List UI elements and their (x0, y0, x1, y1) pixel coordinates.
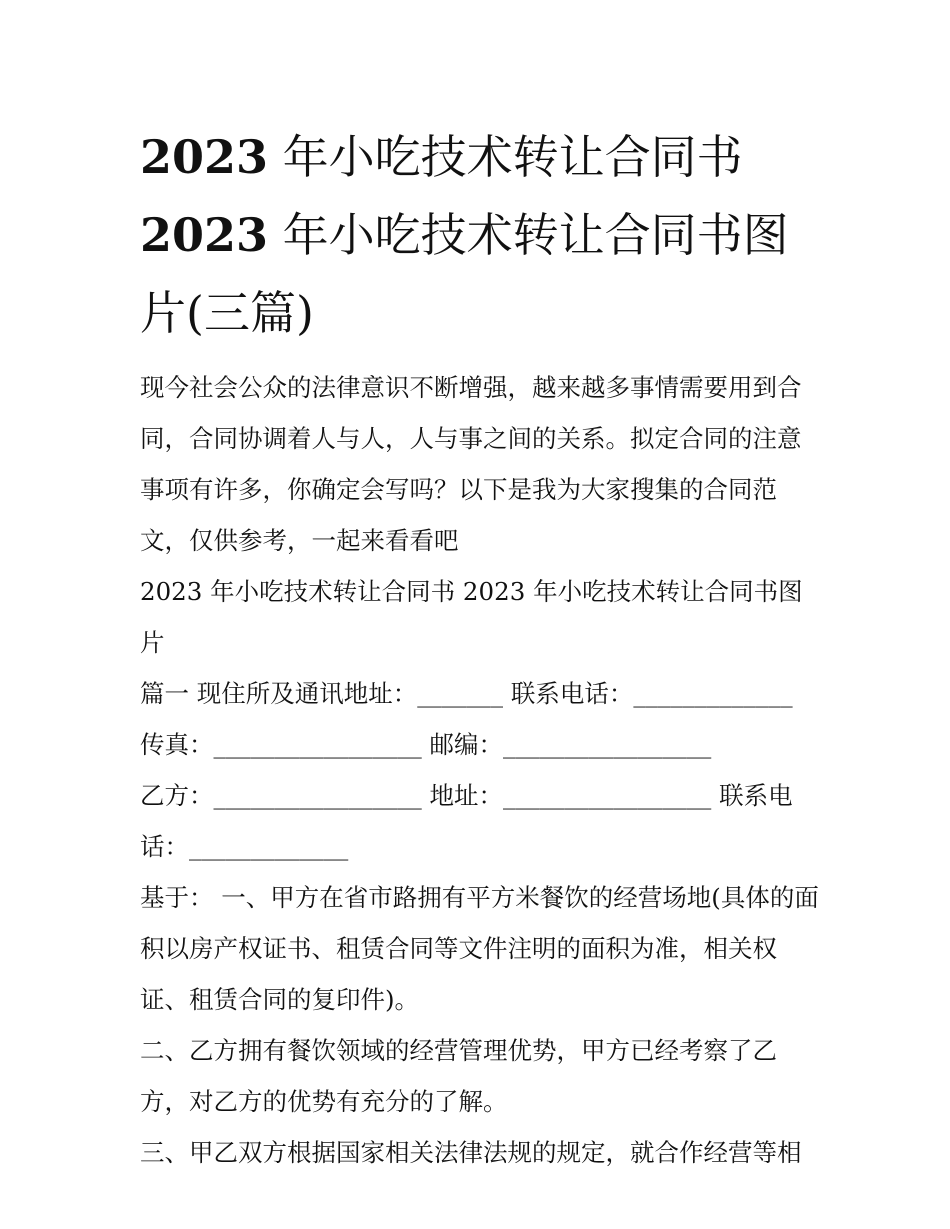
clause-1: 基于： 一、甲方在省市路拥有平方米餐饮的经营场地(具体的面积以房产权证书、租赁合同等文件注明的面积为准，相关权证、租赁合同的复印件)。 (140, 883, 819, 1014)
subtitle-line: 2023 年小吃技术转让合同书 2023 年小吃技术转让合同书图片 (140, 577, 803, 657)
document-title (140, 118, 820, 352)
intro-paragraph: 现今社会公众的法律意识不断增强，越来越多事情需要用到合同，合同协调着人与人，人与事之间的关系。拟定合同的注意事项有许多，你确定会写吗？以下是我为大家搜集的合同范文，仅供参考，一起来看看吧 (140, 373, 802, 555)
party-b-line: 乙方：_________________ 地址：_________________ 联系电话：_____________ (140, 781, 793, 861)
document-page (140, 118, 820, 1178)
title-line-3: 片(三篇) (140, 286, 314, 340)
title-line-2 (140, 196, 820, 274)
title-text-2: 年小吃技术转让合同书图 (268, 208, 789, 262)
title-year-2: 2023 (140, 208, 269, 262)
title-year-1: 2023 (140, 130, 269, 184)
clause-2: 二、乙方拥有餐饮领域的经营管理优势，甲方已经考察了乙方，对乙方的优势有充分的了解。 (140, 1036, 777, 1116)
title-line-1 (140, 118, 820, 196)
party-a-address-line: 篇一 现住所及通讯地址：_______ 联系电话：_____________ (140, 679, 793, 708)
title-text-1: 年小吃技术转让合同书 (268, 130, 743, 184)
fax-postcode-line: 传真：_________________ 邮编：_________________ (140, 730, 712, 759)
document-body (140, 362, 820, 1178)
clause-3: 三、甲乙双方根据国家相关法律法规的规定，就合作经营等相 (140, 1138, 802, 1167)
